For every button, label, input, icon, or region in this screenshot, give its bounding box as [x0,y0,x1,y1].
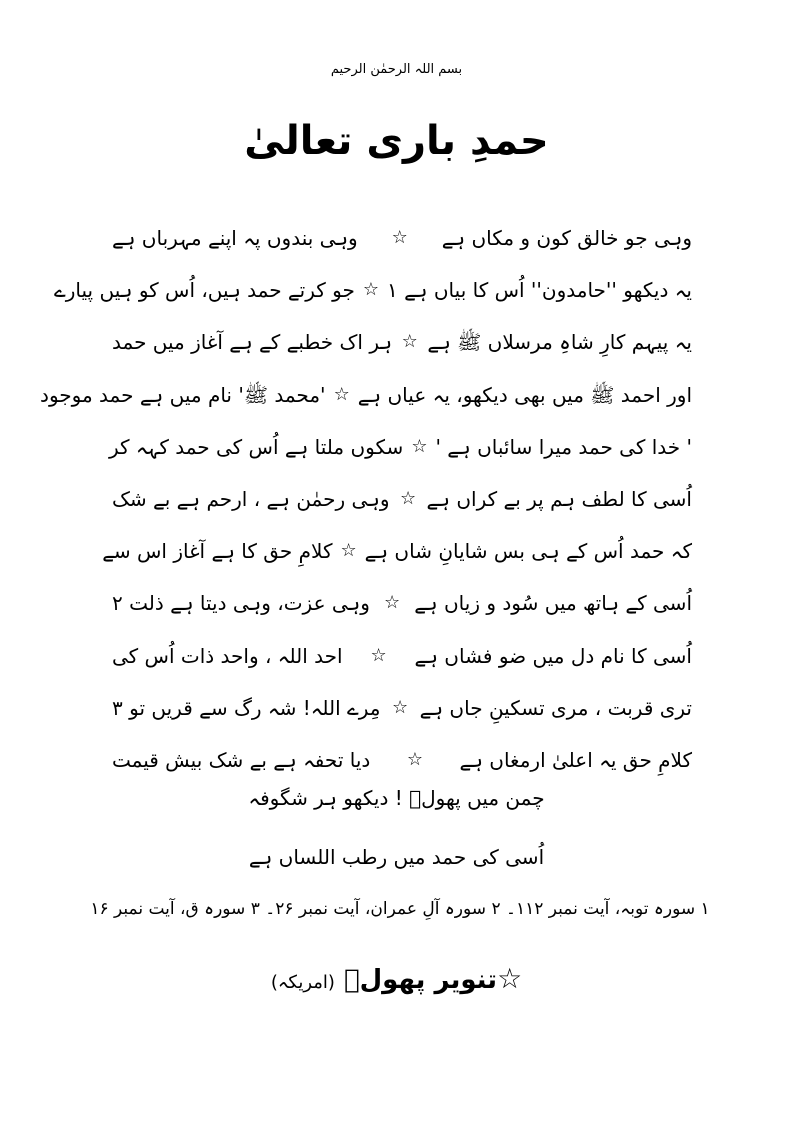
verse-second-hemistich: دیا تحفہ ہے بے شک بیش قیمت [112,747,371,772]
author-signature [0,962,793,995]
verse-second-hemistich: وہی رحمٰن ہے ، ارحم ہے بے شک [112,487,390,512]
star-separator-icon: ☆ [370,644,387,666]
verse-first-hemistich: اُسی کا لطف ہم پر بے کراں ہے [426,487,692,512]
verse-first-hemistich: یہ دیکھو ''حامدون'' اُس کا بیاں ہے ۱ [386,278,692,303]
star-separator-icon: ☆ [383,592,401,614]
verse-line [112,473,692,525]
verse-line [102,525,692,577]
verse-first-hemistich: اور احمد ﷺ میں بھی دیکھو، یہ عیاں ہے [357,382,692,407]
star-separator-icon: ☆ [411,435,428,457]
author-name: تنویر پھولؔ [344,965,498,995]
star-separator-icon: ☆ [392,696,409,718]
star-separator-icon: ☆ [399,488,417,510]
bismillah-heading: بسم اللہ الرحمٰن الرحیم [330,62,463,77]
verse-line [112,682,692,734]
verse-first-hemistich: اُسی کے ہاتھ میں سُود و زیاں ہے [414,591,692,616]
star-icon: ☆ [497,962,523,995]
verse-first-hemistich: وہی جو خالق کون و مکاں ہے [441,226,692,251]
verse-line [108,421,692,473]
star-separator-icon: ☆ [391,227,408,249]
verse-first-hemistich: اُسی کا نام دل میں ضو فشاں ہے [414,643,692,668]
verse-second-hemistich: وہی بندوں پہ اپنے مہرباں ہے [112,226,358,251]
star-separator-icon: ☆ [333,383,350,405]
verse-second-hemistich: ہر اک خطبے کے ہے آغاز میں حمد [112,330,393,355]
verse-line [112,577,692,629]
verse-second-hemistich: 'محمد ﷺ' نام میں ہے حمد موجود [40,382,326,407]
verse-first-hemistich: یہ پیہم کارِ شاہِ مرسلاں ﷺ ہے [427,330,692,355]
author-location: (امریکہ) [270,972,335,993]
verse-second-hemistich: کلامِ حق کا ہے آغاز اس سے [102,539,333,564]
verse-line [54,264,692,316]
verse-line [112,212,692,264]
verse-second-hemistich: احد اللہ ، واحد ذات اُس کی [112,643,343,668]
star-separator-icon: ☆ [362,279,379,301]
verse-second-hemistich: سکوں ملتا ہے اُس کی حمد کہہ کر [108,434,404,459]
verse-line [40,369,692,421]
verse-line [112,630,692,682]
verse-first-hemistich: ' خدا کی حمد میرا سائباں ہے ' [435,434,692,459]
verse-first-hemistich: کہ حمد اُس کے ہی بس شایانِ شاں ہے [364,539,692,564]
verse-second-hemistich: مِرے اللہ! شہ رگ سے قریں تو ۳ [112,695,381,720]
verse-first-hemistich: کلامِ حق یہ اعلیٰ ارمغاں ہے [459,747,692,772]
star-separator-icon: ☆ [340,540,357,562]
poem-title: حمدِ باری تعالیٰ [244,118,549,164]
star-separator-icon: ☆ [406,748,423,770]
verse-list [40,212,692,786]
verse-line [112,734,692,786]
verse-line [112,316,692,368]
closing-verse-second-line: اُسی کی حمد میں رطب اللساں ہے [248,845,545,869]
verse-second-hemistich: جو کرتے حمد ہیں، اُس کو ہیں پیارے [54,278,355,303]
verse-second-hemistich: وہی عزت، وہی دیتا ہے ذلت ۲ [112,591,370,616]
closing-verse-first-line: چمن میں پھولؔ ! دیکھو ہر شگوفہ [248,786,545,810]
star-separator-icon: ☆ [401,331,418,353]
footnotes: ۱ سورہ توبہ، آیت نمبر ۱۱۲۔ ۲ سورہ آلِ عمران، آیت نمبر ۲۶۔ ۳ سورہ ق، آیت نمبر ۱۶ [90,899,710,919]
verse-first-hemistich: تری قربت ، مری تسکینِ جاں ہے [419,695,692,720]
